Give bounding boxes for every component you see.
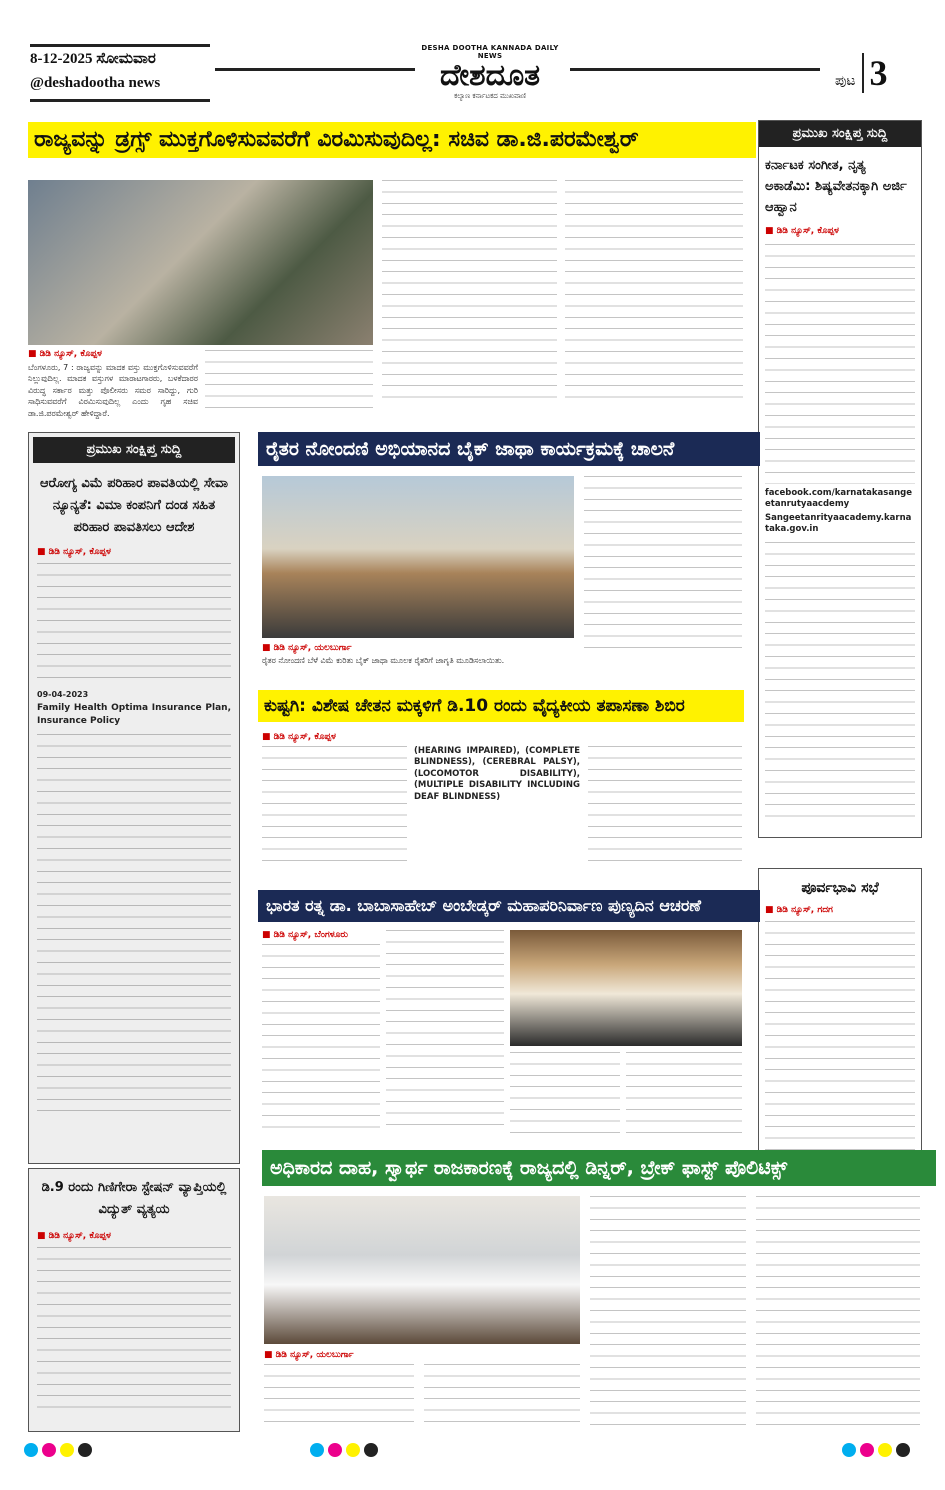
masthead-rule-left: [215, 68, 415, 71]
left-sidebar: [28, 432, 240, 1164]
power-cut-body: [37, 1247, 231, 1417]
masthead-logo: [420, 44, 560, 100]
right-sidebar-meeting: [758, 868, 922, 1176]
power-cut-byline: ■ ಡಿಡಿ ನ್ಯೂಸ್, ಕೊಪ್ಪಳ: [29, 1229, 239, 1243]
ambedkar-body-1: [262, 944, 380, 1134]
masthead-left: [30, 44, 210, 102]
politics-body-4: [756, 1196, 920, 1430]
lead-photo: [28, 180, 373, 345]
meeting-title: ಪೂರ್ವಭಾವಿ ಸಭೆ: [801, 880, 879, 896]
magenta-dot: [328, 1443, 342, 1457]
registration-marks-left: [22, 1442, 94, 1461]
left-sidebar-body: [37, 563, 231, 685]
masthead-rule-right: [570, 68, 820, 71]
health-camp-body-2: [588, 746, 742, 862]
cyan-dot: [310, 1443, 324, 1457]
policy-name: Family Health Optima Insurance Plan, Insurance Policy: [37, 703, 231, 727]
right-sidebar-body-2: [765, 542, 915, 822]
right-sidebar-body: [765, 244, 915, 484]
magenta-dot: [860, 1443, 874, 1457]
lead-body-3: [382, 180, 557, 408]
claim-date: 09-04-2023: [37, 690, 89, 699]
ambedkar-body-2: [386, 930, 504, 1134]
health-camp-headline: ಕುಷ್ಟಗಿ: ವಿಶೇಷ ಚೇತನ ಮಕ್ಕಳಿಗೆ ಡಿ.10 ರಂದು ವೈದ್ಯಕೀಯ ತಪಾಸಣಾ ಶಿಬಿರ: [258, 690, 744, 722]
issue-date: 8-12-2025 ಸೋಮವಾರ: [30, 51, 156, 67]
left-sidebar-title: ಆರೋಗ್ಯ ವಿಮೆ ಪರಿಹಾರ ಪಾವತಿಯಲ್ಲಿ ಸೇವಾ ನ್ಯೂನ್ಯತೆ: ವಿಮಾ ಕಂಪನಿಗೆ ದಂಡ ಸಹಿತ ಪರಿಹಾರ ಪಾವತಿಸಲು ಆದೇಶ: [40, 476, 228, 535]
social-handle: @deshadootha news: [30, 75, 161, 91]
left-sidebar-byline: ■ ಡಿಡಿ ನ್ಯೂಸ್, ಕೊಪ್ಪಳ: [29, 545, 239, 559]
politics-headline: ಅಧಿಕಾರದ ದಾಹ, ಸ್ವಾರ್ಥ ರಾಜಕಾರಣಕ್ಕೆ ರಾಜ್ಯದಲ್ಲಿ ಡಿನ್ನರ್, ಬ್ರೇಕ್ ಫಾಸ್ಟ್ ಪೊಲಿಟಿಕ್ಸ್: [262, 1150, 936, 1186]
black-dot: [364, 1443, 378, 1457]
ambedkar-body-3: [510, 1052, 620, 1134]
registration-marks-right: [840, 1442, 912, 1461]
ambedkar-headline: ಭಾರತ ರತ್ನ ಡಾ. ಬಾಬಾಸಾಹೇಬ್ ಅಂಬೇಡ್ಕರ್ ಮಹಾಪರಿನಿರ್ವಾಣ ಪುಣ್ಯದಿನ ಆಚರಣೆ: [258, 890, 760, 922]
yellow-dot: [346, 1443, 360, 1457]
masthead-subtitle: ಕಲ್ಯಾಣ ಕರ್ನಾಟಕದ ಮುಖವಾಣಿ: [454, 92, 526, 100]
right-sidebar: [758, 120, 922, 838]
cyan-dot: [842, 1443, 856, 1457]
magenta-dot: [42, 1443, 56, 1457]
farmer-caption: ರೈತರ ನೋಂದಣಿ ಬೆಳೆ ವಿಮೆ ಕುರಿತು ಬೈಕ್ ಜಾಥಾ ಮೂಲಕ ರೈತರಿಗೆ ಜಾಗೃತಿ ಮೂಡಿಸಲಾಯಿತು.: [262, 656, 505, 665]
politics-byline: ■ ಡಿಡಿ ನ್ಯೂಸ್, ಯಲಬುರ್ಗಾ: [264, 1350, 353, 1360]
masthead-tagline: DESHA DOOTHA KANNADA DAILY NEWS: [421, 44, 559, 60]
health-camp-byline: ■ ಡಿಡಿ ನ್ಯೂಸ್, ಕೊಪ್ಪಳ: [262, 732, 336, 742]
black-dot: [896, 1443, 910, 1457]
lead-body-2: [205, 350, 373, 408]
politics-body-1: [264, 1364, 414, 1430]
black-dot: [78, 1443, 92, 1457]
cyan-dot: [24, 1443, 38, 1457]
academy-web-link: Sangeetanrityaacademy.karnataka.gov.in: [765, 512, 912, 535]
left-sidebar-section: ಪ್ರಮುಖ ಸಂಕ್ಷಿಪ್ತ ಸುದ್ದಿ: [33, 437, 235, 463]
meeting-byline: ■ ಡಿಡಿ ನ್ಯೂಸ್, ಗದಗ: [759, 903, 921, 917]
ambedkar-photo: [510, 930, 742, 1046]
politics-photo: [264, 1196, 580, 1344]
yellow-dot: [878, 1443, 892, 1457]
politics-body-2: [424, 1364, 580, 1430]
brand-name: ದೇಶದೂತ: [439, 59, 541, 92]
left-sidebar-power: [28, 1168, 240, 1432]
right-sidebar-section: ಪ್ರಮುಖ ಸಂಕ್ಷಿಪ್ತ ಸುದ್ದಿ: [759, 121, 921, 147]
yellow-dot: [60, 1443, 74, 1457]
ambedkar-body-4: [626, 1052, 742, 1134]
meeting-body: [765, 921, 915, 1171]
academy-facebook-link: facebook.com/karnatakasangeetanrutyaacdemy: [765, 488, 912, 510]
left-sidebar-body-2: [37, 734, 231, 1114]
farmer-byline: ■ ಡಿಡಿ ನ್ಯೂಸ್, ಯಲಬುರ್ಗಾ: [262, 643, 351, 653]
disability-terms: (HEARING IMPAIRED), (COMPLETE BLINDNESS), (CEREBRAL PALSY), (LOCOMOTOR DISABILITY), (MULTIPLE DISABILITY INCLUDING DEAF BLINDNESS): [414, 746, 580, 802]
page-number-value: 3: [862, 53, 888, 93]
lead-body-1: ಬೆಂಗಳೂರು, 7 : ರಾಜ್ಯವನ್ನು ಮಾದಕ ವಸ್ತು ಮುಕ್ತಗೊಳಿಸುವವರೆಗೆ ನಿಲ್ಲುವುದಿಲ್ಲ. ಮಾದಕ ವಸ್ತುಗಳ ಮಾರಾಟಗಾರರು, ಬಳಕೆದಾರರ ವಿರುದ್ಧ ಸರ್ಕಾರ ಮತ್ತು ಪೊಲೀಸರು ಸಮರ ಸಾರಿದ್ದು, ಗುರಿ ಸಾಧಿಸುವವರೆಗೆ ವಿರಮಿಸುವುದಿಲ್ಲ ಎಂದು ಗೃಹ ಸಚಿವ ಡಾ.ಜಿ.ಪರಮೇಶ್ವರ್ ಹೇಳಿದ್ದಾರೆ.: [28, 363, 198, 418]
page-number: [835, 52, 888, 94]
health-camp-body-1: [262, 746, 407, 862]
power-cut-title: ಡಿ.9 ರಂದು ಗಿಣಿಗೇರಾ ಸ್ಟೇಷನ್ ವ್ಯಾಪ್ತಿಯಲ್ಲಿ ವಿದ್ಯುತ್ ವ್ಯತ್ಯಯ: [41, 1180, 227, 1217]
ambedkar-byline: ■ ಡಿಡಿ ನ್ಯೂಸ್, ಬೆಂಗಳೂರು: [262, 930, 348, 940]
lead-headline: ರಾಜ್ಯವನ್ನು ಡ್ರಗ್ಸ್ ಮುಕ್ತಗೊಳಿಸುವವರೆಗೆ ವಿರಮಿಸುವುದಿಲ್ಲ: ಸಚಿವ ಡಾ.ಜಿ.ಪರಮೇಶ್ವರ್: [28, 122, 756, 158]
page-label: ಪುಟ: [835, 73, 856, 89]
farmer-body: [584, 476, 742, 652]
right-sidebar-byline: ■ ಡಿಡಿ ನ್ಯೂಸ್, ಕೊಪ್ಪಳ: [759, 222, 921, 240]
farmer-photo: [262, 476, 574, 638]
lead-body-4: [565, 180, 743, 408]
farmer-headline: ರೈತರ ನೋಂದಣಿ ಅಭಿಯಾನದ ಬೈಕ್ ಜಾಥಾ ಕಾರ್ಯಕ್ರಮಕ್ಕೆ ಚಾಲನೆ: [258, 432, 760, 466]
right-sidebar-title: ಕರ್ನಾಟಕ ಸಂಗೀತ, ನೃತ್ಯ ಅಕಾಡೆಮಿ: ಶಿಷ್ಯವೇತನಕ್ಕಾಗಿ ಅರ್ಜಿ ಆಹ್ವಾನ: [765, 158, 907, 215]
lead-byline: ■ ಡಿಡಿ ನ್ಯೂಸ್, ಕೊಪ್ಪಳ: [28, 349, 102, 359]
politics-body-3: [590, 1196, 746, 1430]
registration-marks-center: [308, 1442, 380, 1461]
